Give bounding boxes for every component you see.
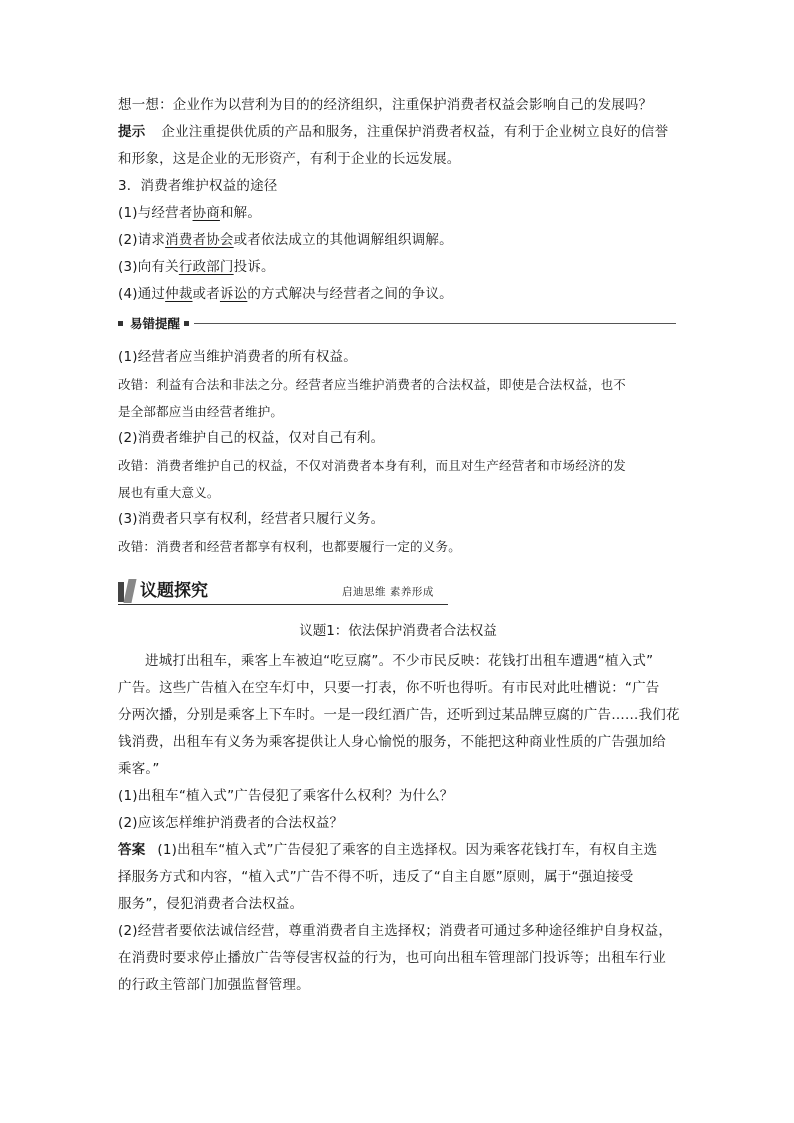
section-title: 议题探究 bbox=[140, 581, 208, 601]
ways-item-2-key: 消费者协会 bbox=[165, 232, 234, 248]
ways-item-4-post: 的方式解决与经营者之间的争议。 bbox=[247, 286, 453, 302]
topic-paragraph-line-3: 分两次播，分别是乘客上下车时。一是一段红酒广告，还听到过某品牌豆腐的广告……我们花 bbox=[118, 707, 680, 723]
topic-paragraph-line-4: 钱消费，出租车有义务为乘客提供让人身心愉悦的服务，不能把这种商业性质的广告强加给 bbox=[118, 734, 666, 750]
ways-item-3-post: 投诉。 bbox=[233, 259, 275, 275]
correction-2-line-2: 展也有重大意义。 bbox=[118, 485, 220, 500]
mistake-2: (2)消费者维护自己的权益，仅对自己有利。 bbox=[118, 430, 385, 446]
hint-text-1: 企业注重提供优质的产品和服务，注重保护消费者权益，有利于企业树立良好的信誉 bbox=[161, 124, 669, 140]
topic-paragraph-line-5: 乘客。” bbox=[118, 761, 160, 777]
ways-item-3-pre: (3)向有关 bbox=[118, 259, 179, 275]
ways-heading: 3．消费者维护权益的途径 bbox=[118, 178, 278, 194]
ways-item-1-pre: (1)与经营者 bbox=[118, 205, 193, 221]
correction-2-line-1: 改错：消费者维护自己的权益，不仅对消费者本身有利，而且对生产经营者和市场经济的发 bbox=[118, 458, 627, 473]
ways-item-4-key-1: 仲裁 bbox=[165, 286, 193, 302]
mistake-1: (1)经营者应当维护消费者的所有权益。 bbox=[118, 349, 357, 365]
section-underline bbox=[118, 604, 448, 605]
correction-3-line-1: 改错：消费者和经营者都享有权利，也都要履行一定的义务。 bbox=[118, 539, 461, 554]
ways-item-4-pre: (4)通过 bbox=[118, 286, 166, 302]
section-marker-icon bbox=[123, 579, 136, 603]
correction-1-line-2: 是全部都应当由经营者维护。 bbox=[118, 404, 284, 419]
topic-paragraph-line-2: 广告。这些广告植入在空车灯中，只要一打表，你不听也得听。有市民对此吐槽说：“广告 bbox=[118, 680, 660, 696]
think-question: 想一想：企业作为以营利为目的的经济组织，注重保护消费者权益会影响自己的发展吗？ bbox=[118, 97, 653, 113]
answer-1-text: (1)出租车“植入式”广告侵犯了乘客的自主选择权。因为乘客花钱打车，有权自主选 bbox=[157, 842, 658, 858]
mistake-header bbox=[118, 312, 678, 340]
correction-1-line-1: 改错：利益有合法和非法之分。经营者应当维护消费者的合法权益，即使是合法权益，也不 bbox=[118, 377, 627, 392]
ways-item-3 bbox=[118, 254, 678, 281]
answer-label: 答案 bbox=[118, 842, 146, 858]
square-bullet-icon bbox=[184, 321, 189, 326]
hint-line-2: 和形象，这是企业的无形资产，有利于企业的长远发展。 bbox=[118, 151, 461, 167]
answer-1-line-3: 服务”，侵犯消费者合法权益。 bbox=[118, 896, 304, 912]
ways-item-2-post: 或者依法成立的其他调解组织调解。 bbox=[233, 232, 453, 248]
ways-item-2 bbox=[118, 227, 678, 254]
topic-paragraph-line-1: 进城打出租车，乘客上车被迫“吃豆腐”。不少市民反映：花钱打出租车遭遇“植入式” bbox=[145, 653, 654, 669]
ways-item-4-mid: 或者 bbox=[192, 286, 220, 302]
topic-title: 议题1：依法保护消费者合法权益 bbox=[299, 623, 497, 639]
ways-item-3-key: 行政部门 bbox=[178, 259, 234, 275]
ways-item-4 bbox=[118, 281, 678, 308]
ways-item-1-key: 协商 bbox=[192, 205, 220, 221]
question-2: (2)应该怎样维护消费者的合法权益？ bbox=[118, 815, 344, 831]
hint-line-1 bbox=[118, 119, 678, 146]
square-bullet-icon bbox=[118, 321, 123, 326]
section-header bbox=[118, 576, 678, 610]
mistake-label: 易错提醒 bbox=[130, 316, 181, 331]
ways-item-2-pre: (2)请求 bbox=[118, 232, 166, 248]
answer-1-line-2: 择服务方式和内容，“植入式”广告不得不听，违反了“自主自愿”原则，属于“强迫接受 bbox=[118, 869, 634, 885]
question-1: (1)出租车“植入式”广告侵犯了乘客什么权利？为什么？ bbox=[118, 788, 454, 804]
answer-2-line-2: 在消费时要求停止播放广告等侵害权益的行为，也可向出租车管理部门投诉等；出租车行业 bbox=[118, 950, 666, 966]
answer-1-line-1 bbox=[118, 837, 678, 864]
answer-2-line-3: 的行政主管部门加强监督管理。 bbox=[118, 977, 310, 993]
ways-item-1 bbox=[118, 200, 678, 227]
ways-item-4-key-2: 诉讼 bbox=[219, 286, 248, 302]
hint-label: 提示 bbox=[118, 124, 146, 140]
document-page bbox=[118, 92, 678, 999]
divider-line bbox=[194, 323, 676, 324]
ways-item-1-post: 和解。 bbox=[219, 205, 262, 221]
section-subtitle: 启迪思维 素养形成 bbox=[342, 586, 434, 598]
answer-2-line-1: (2)经营者要依法诚信经营，尊重消费者自主选择权；消费者可通过多种途径维护自身权益， bbox=[118, 923, 673, 939]
mistake-3: (3)消费者只享有权利，经营者只履行义务。 bbox=[118, 511, 385, 527]
